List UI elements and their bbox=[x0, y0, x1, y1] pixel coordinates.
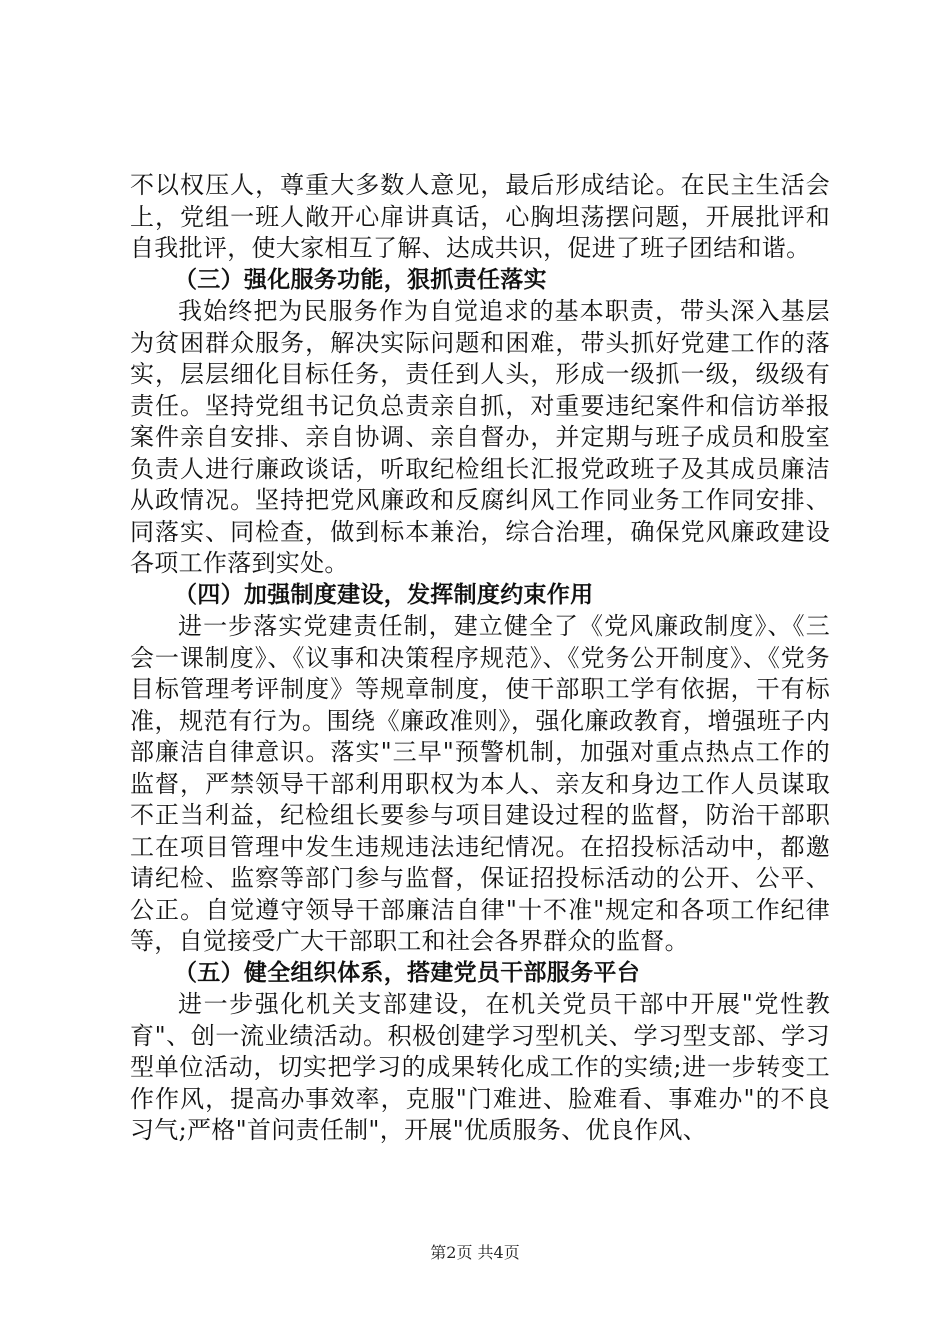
document-body bbox=[130, 170, 830, 1147]
section-heading-4: （四）加强制度建设，发挥制度约束作用 bbox=[174, 581, 594, 608]
section-heading-3: （三）强化服务功能，狠抓责任落实 bbox=[174, 266, 547, 293]
paragraph-continuation: 不以权压人，尊重大多数人意见，最后形成结论。在民主生活会上，党组一班人敞开心扉讲真话，心胸坦荡摆问题，开展批评和自我批评，使大家相互了解、达成共识，促进了班子团结和谐。 bbox=[130, 171, 830, 262]
paragraph-section-5: 进一步强化机关支部建设，在机关党员干部中开展"党性教育"、创一流业绩活动。积极创建学习型机关、学习型支部、学习型单位活动，切实把学习的成果转化成工作的实绩;进一步转变工作作风，提高办事效率，克服"门难进、脸难看、事难办"的不良习气;严格"首问责任制"，开展"优质服务、优良作风、 bbox=[130, 990, 830, 1144]
paragraph-section-3: 我始终把为民服务作为自觉追求的基本职责，带头深入基层为贫困群众服务，解决实际问题和困难，带头抓好党建工作的落实，层层细化目标任务，责任到人头，形成一级抓一级，级级有责任。坚持党组书记负总责亲自抓，对重要违纪案件和信访举报案件亲自安排、亲自协调、亲自督办，并定期与班子成员和股室负责人进行廉政谈话，听取纪检组长汇报党政班子及其成员廉洁从政情况。坚持把党风廉政和反腐纠风工作同业务工作同安排、同落实、同检查，做到标本兼治，综合治理，确保党风廉政建设各项工作落到实处。 bbox=[130, 297, 830, 577]
paragraph-section-4: 进一步落实党建责任制，建立健全了《党风廉政制度》、《三会一课制度》、《议事和决策程序规范》、《党务公开制度》、《党务目标管理考评制度》等规章制度，使干部职工学有依据，干有标准，规范有行为。围绕《廉政准则》，强化廉政教育，增强班子内部廉洁自律意识。落实"三早"预警机制，加强对重点热点工作的监督，严禁领导干部利用职权为本人、亲友和身边工作人员谋取不正当利益，纪检组长要参与项目建设过程的监督，防治干部职工在项目管理中发生违规违法违纪情况。在招投标活动中，都邀请纪检、监察等部门参与监督，保证招投标活动的公开、公平、公正。自觉遵守领导干部廉洁自律"十不准"规定和各项工作纪律等，自觉接受广大干部职工和社会各界群众的监督。 bbox=[130, 612, 830, 955]
section-heading-5: （五）健全组织体系，搭建党员干部服务平台 bbox=[174, 959, 640, 986]
page-number-footer: 第2页 共4页 bbox=[430, 1243, 520, 1262]
